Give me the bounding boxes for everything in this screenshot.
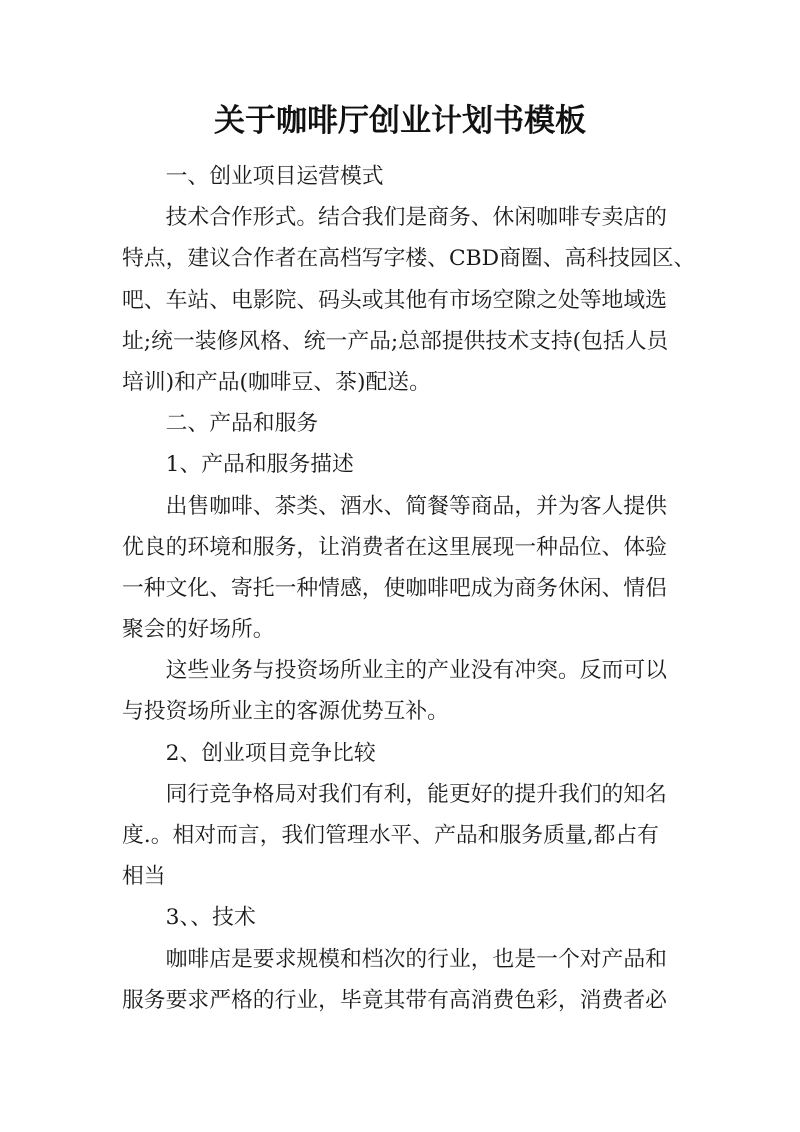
document-title: 关于咖啡厅创业计划书模板 <box>214 103 586 139</box>
section-heading: 一、创业项目运营模式 <box>165 164 384 189</box>
paragraph-line: 聚会的好场所。 <box>122 617 275 643</box>
paragraph-line: 出售咖啡、茶类、酒水、简餐等商品，并为客人提供 <box>165 493 667 519</box>
paragraph-line: 技术合作形式。结合我们是商务、休闲咖啡专卖店的 <box>165 205 667 231</box>
document-body <box>122 156 696 1021</box>
paragraph-line: 同行竞争格局对我们有利，能更好的提升我们的知名 <box>165 781 667 807</box>
paragraph-line: 咖啡店是要求规模和档次的行业，也是一个对产品和 <box>165 946 667 972</box>
paragraph-line: 相当 <box>122 864 166 890</box>
paragraph-line: 与投资场所业主的客源优势互补。 <box>122 699 449 725</box>
paragraph-line: 度.。相对而言，我们管理水平、产品和服务质量,都占有 <box>122 823 659 848</box>
paragraph-line: 这些业务与投资场所业主的产业没有冲突。反而可以 <box>165 658 667 684</box>
paragraph-line: 特点，建议合作者在高档写字楼、CBD商圈、高科技园区、 <box>122 246 696 272</box>
paragraph-line: 培训)和产品(咖啡豆、茶)配送。 <box>122 369 431 395</box>
paragraph-line: 一种文化、寄托一种情感，使咖啡吧成为商务休闲、情侣 <box>122 575 667 601</box>
paragraph-line: 服务要求严格的行业，毕竟其带有高消费色彩，消费者必 <box>122 987 667 1013</box>
subsection-heading: 3、、技术 <box>165 905 256 931</box>
paragraph-line: 吧、车站、电影院、码头或其他有市场空隙之处等地域选 <box>122 287 667 313</box>
paragraph-line: 址;统一装修风格、统一产品;总部提供技术支持(包括人员 <box>122 328 669 354</box>
section-heading: 二、产品和服务 <box>165 411 319 437</box>
paragraph-line: 优良的环境和服务，让消费者在这里展现一种品位、体验 <box>122 534 667 560</box>
subsection-heading: 1、产品和服务描述 <box>165 452 354 478</box>
subsection-heading: 2、创业项目竞争比较 <box>165 740 376 766</box>
